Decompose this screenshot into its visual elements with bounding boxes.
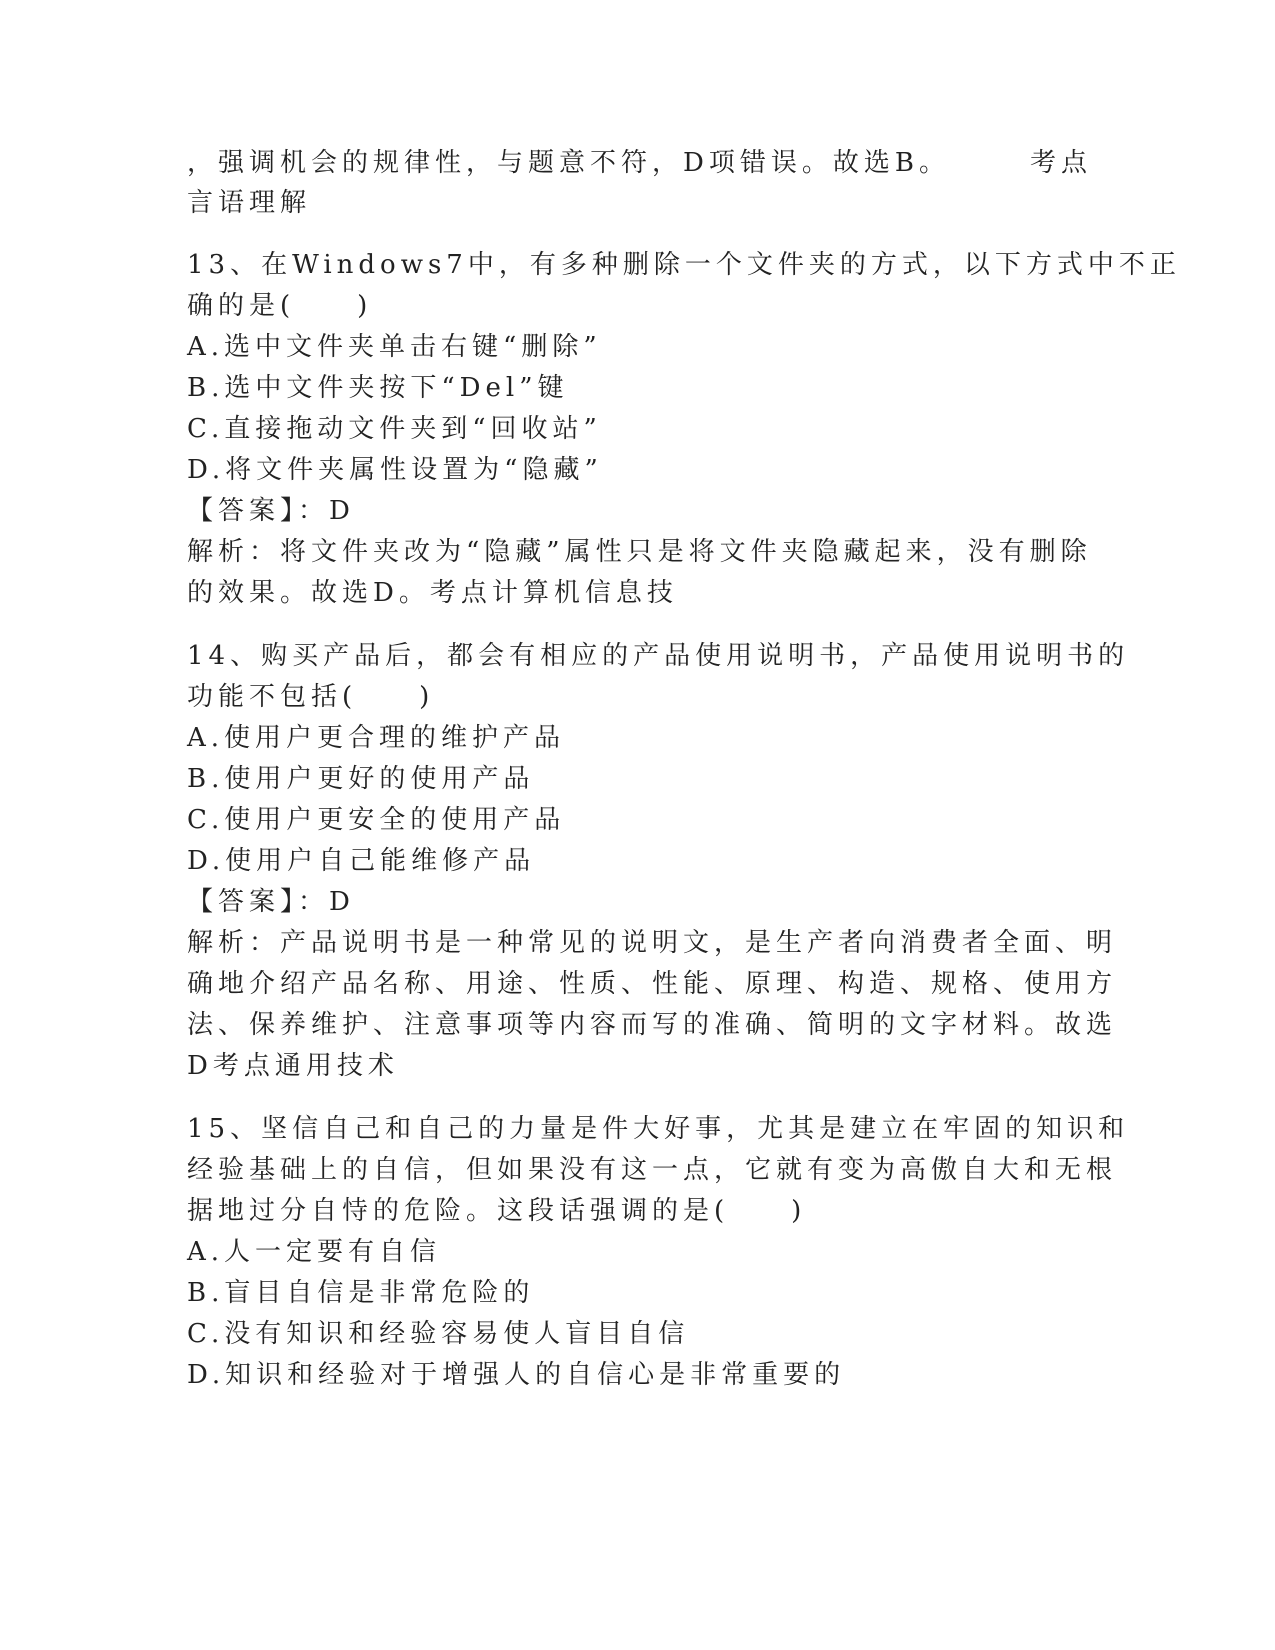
q15-option-a: A.人一定要有自信: [187, 1237, 442, 1267]
q15-stem-line2: 经验基础上的自信，但如果没有这一点，它就有变为高傲自大和无根: [187, 1155, 1118, 1185]
q14-analysis-line1: 解析：产品说明书是一种常见的说明文，是生产者向消费者全面、明: [187, 928, 1118, 958]
q14-analysis-line2: 确地介绍产品名称、用途、性质、性能、原理、构造、规格、使用方: [187, 969, 1118, 999]
q13-option-a: A.选中文件夹单击右键“删除”: [187, 332, 602, 362]
q14-option-c: C.使用户更安全的使用产品: [187, 805, 566, 835]
q14-analysis-line4: D考点通用技术: [187, 1051, 399, 1081]
q13-analysis-line2: 的效果。故选D。考点计算机信息技: [187, 578, 678, 608]
q14-stem-line2: 功能不包括( ): [187, 682, 435, 712]
q13-stem-line1: 13、在Windows7中，有多种删除一个文件夹的方式，以下方式中不正: [187, 250, 1181, 280]
q15-option-d: D.知识和经验对于增强人的自信心是非常重要的: [187, 1360, 846, 1390]
q13-analysis-line1: 解析：将文件夹改为“隐藏”属性只是将文件夹隐藏起来，没有删除: [187, 537, 1092, 567]
q13-option-b: B.选中文件夹按下“Del”键: [187, 373, 569, 403]
q15-stem-line1: 15、坚信自己和自己的力量是件大好事，尤其是建立在牢固的知识和: [187, 1114, 1130, 1144]
q13-stem-line2: 确的是( ): [187, 291, 373, 321]
q14-analysis-line3: 法、保养维护、注意事项等内容而写的准确、简明的文字材料。故选: [187, 1010, 1118, 1040]
q15-option-b: B.盲目自信是非常危险的: [187, 1278, 535, 1308]
q14-answer: 【答案】：D: [187, 887, 355, 917]
q13-option-d: D.将文件夹属性设置为“隐藏”: [187, 455, 603, 485]
q13-answer: 【答案】：D: [187, 496, 355, 526]
q14-option-d: D.使用户自己能维修产品: [187, 846, 536, 876]
prev-analysis-line: ，强调机会的规律性，与题意不符，D项错误。故选B。 考点: [187, 148, 1092, 178]
prev-topic-line: 言语理解: [187, 188, 312, 218]
q15-option-c: C.没有知识和经验容易使人盲目自信: [187, 1319, 690, 1349]
q15-stem-line3: 据地过分自恃的危险。这段话强调的是( ): [187, 1196, 807, 1226]
q14-option-a: A.使用户更合理的维护产品: [187, 723, 566, 753]
q14-option-b: B.使用户更好的使用产品: [187, 764, 535, 794]
q13-option-c: C.直接拖动文件夹到“回收站”: [187, 414, 602, 444]
q14-stem-line1: 14、购买产品后，都会有相应的产品使用说明书，产品使用说明书的: [187, 641, 1130, 671]
